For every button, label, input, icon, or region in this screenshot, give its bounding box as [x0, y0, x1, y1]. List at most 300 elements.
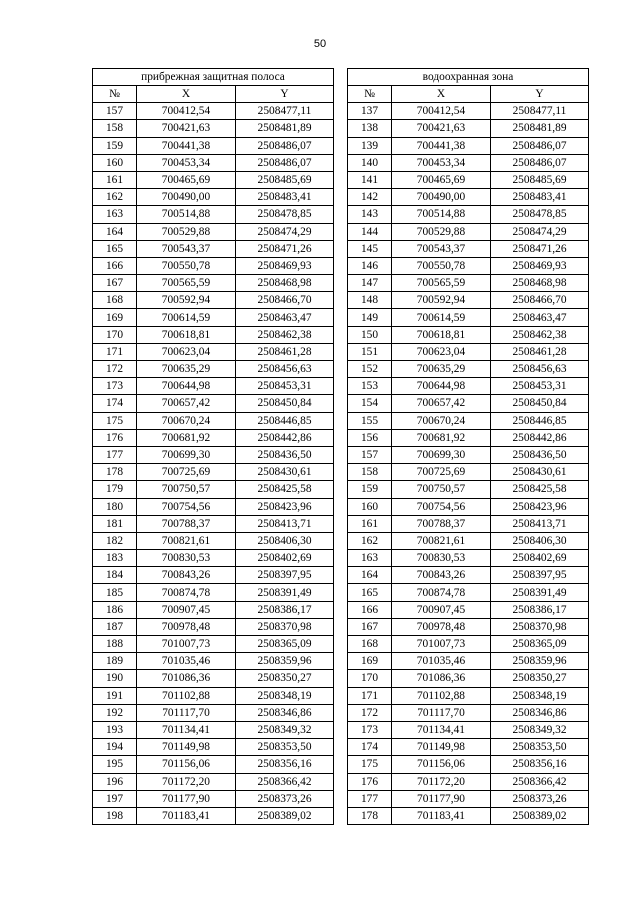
left-x-coordinate: 701134,41	[137, 721, 236, 738]
left-y-coordinate: 2508397,95	[236, 567, 334, 584]
right-point-number: 156	[348, 429, 392, 446]
right-y-coordinate: 2508430,61	[491, 464, 589, 481]
left-y-coordinate: 2508365,09	[236, 636, 334, 653]
table-row	[93, 790, 589, 807]
left-point-number: 192	[93, 704, 137, 721]
right-point-number: 170	[348, 670, 392, 687]
left-x-coordinate: 700670,24	[137, 412, 236, 429]
right-point-number: 150	[348, 326, 392, 343]
right-y-coordinate: 2508446,85	[491, 412, 589, 429]
left-x-coordinate: 700725,69	[137, 464, 236, 481]
left-x-coordinate: 700543,37	[137, 240, 236, 257]
left-point-number: 160	[93, 154, 137, 171]
left-point-number: 165	[93, 240, 137, 257]
left-y-coordinate: 2508485,69	[236, 171, 334, 188]
table-row	[93, 481, 589, 498]
left-x-coordinate: 700623,04	[137, 343, 236, 360]
table-row	[93, 395, 589, 412]
table-row	[93, 429, 589, 446]
left-y-coordinate: 2508442,86	[236, 429, 334, 446]
left-x-coordinate: 700830,53	[137, 550, 236, 567]
table-gap	[334, 240, 348, 257]
left-point-number: 189	[93, 653, 137, 670]
table-row	[93, 257, 589, 274]
left-x-coordinate: 701007,73	[137, 636, 236, 653]
left-y-coordinate: 2508349,32	[236, 721, 334, 738]
left-point-number: 180	[93, 498, 137, 515]
table-gap	[334, 601, 348, 618]
table-row	[93, 704, 589, 721]
table-row	[93, 532, 589, 549]
coordinates-table	[92, 68, 589, 825]
table-gap	[334, 773, 348, 790]
table-row	[93, 498, 589, 515]
right-x-coordinate: 700657,42	[392, 395, 491, 412]
table-gap	[334, 378, 348, 395]
left-x-coordinate: 700453,34	[137, 154, 236, 171]
right-point-number: 140	[348, 154, 392, 171]
table-gap	[334, 137, 348, 154]
right-x-coordinate: 700441,38	[392, 137, 491, 154]
right-point-number: 147	[348, 275, 392, 292]
right-point-number: 173	[348, 721, 392, 738]
table-gap	[334, 343, 348, 360]
left-point-number: 166	[93, 257, 137, 274]
table-row	[93, 103, 589, 120]
right-y-coordinate: 2508366,42	[491, 773, 589, 790]
table-row	[93, 137, 589, 154]
left-y-coordinate: 2508350,27	[236, 670, 334, 687]
table-row	[93, 120, 589, 137]
left-y-coordinate: 2508373,26	[236, 790, 334, 807]
table-gap	[334, 739, 348, 756]
right-x-coordinate: 701035,46	[392, 653, 491, 670]
right-header-x: X	[392, 86, 491, 103]
left-y-coordinate: 2508402,69	[236, 550, 334, 567]
left-x-coordinate: 701117,70	[137, 704, 236, 721]
table-gap	[334, 721, 348, 738]
right-point-number: 177	[348, 790, 392, 807]
left-x-coordinate: 700843,26	[137, 567, 236, 584]
right-point-number: 159	[348, 481, 392, 498]
left-x-coordinate: 700529,88	[137, 223, 236, 240]
left-y-coordinate: 2508370,98	[236, 618, 334, 635]
table-gap	[334, 86, 348, 103]
left-y-coordinate: 2508389,02	[236, 807, 334, 824]
left-point-number: 173	[93, 378, 137, 395]
right-x-coordinate: 701177,90	[392, 790, 491, 807]
right-y-coordinate: 2508350,27	[491, 670, 589, 687]
left-point-number: 172	[93, 361, 137, 378]
right-y-coordinate: 2508348,19	[491, 687, 589, 704]
left-y-coordinate: 2508481,89	[236, 120, 334, 137]
right-y-coordinate: 2508425,58	[491, 481, 589, 498]
right-y-coordinate: 2508462,38	[491, 326, 589, 343]
left-y-coordinate: 2508478,85	[236, 206, 334, 223]
right-x-coordinate: 700750,57	[392, 481, 491, 498]
left-x-coordinate: 700657,42	[137, 395, 236, 412]
right-x-coordinate: 701007,73	[392, 636, 491, 653]
right-point-number: 178	[348, 807, 392, 824]
left-point-number: 158	[93, 120, 137, 137]
right-point-number: 145	[348, 240, 392, 257]
table-gap	[334, 498, 348, 515]
right-y-coordinate: 2508391,49	[491, 584, 589, 601]
right-y-coordinate: 2508453,31	[491, 378, 589, 395]
left-y-coordinate: 2508391,49	[236, 584, 334, 601]
left-point-number: 178	[93, 464, 137, 481]
right-point-number: 169	[348, 653, 392, 670]
left-point-number: 193	[93, 721, 137, 738]
right-y-coordinate: 2508353,50	[491, 739, 589, 756]
table-gap	[334, 618, 348, 635]
table-gap	[334, 69, 348, 86]
table-gap	[334, 154, 348, 171]
left-x-coordinate: 700644,98	[137, 378, 236, 395]
left-y-coordinate: 2508474,29	[236, 223, 334, 240]
left-x-coordinate: 700978,48	[137, 618, 236, 635]
left-y-coordinate: 2508450,84	[236, 395, 334, 412]
table-row	[93, 343, 589, 360]
right-y-coordinate: 2508397,95	[491, 567, 589, 584]
right-x-coordinate: 700978,48	[392, 618, 491, 635]
table-row	[93, 550, 589, 567]
right-x-coordinate: 700821,61	[392, 532, 491, 549]
table-gap	[334, 446, 348, 463]
left-x-coordinate: 701177,90	[137, 790, 236, 807]
left-point-number: 197	[93, 790, 137, 807]
right-y-coordinate: 2508389,02	[491, 807, 589, 824]
left-x-coordinate: 700421,63	[137, 120, 236, 137]
table-gap	[334, 257, 348, 274]
right-x-coordinate: 700421,63	[392, 120, 491, 137]
table-row	[93, 756, 589, 773]
left-y-coordinate: 2508483,41	[236, 189, 334, 206]
right-point-number: 149	[348, 309, 392, 326]
right-point-number: 143	[348, 206, 392, 223]
coordinates-table-body	[93, 69, 589, 825]
right-x-coordinate: 700412,54	[392, 103, 491, 120]
left-y-coordinate: 2508436,50	[236, 446, 334, 463]
left-x-coordinate: 700412,54	[137, 103, 236, 120]
left-point-number: 177	[93, 446, 137, 463]
left-point-number: 168	[93, 292, 137, 309]
right-y-coordinate: 2508478,85	[491, 206, 589, 223]
right-y-coordinate: 2508413,71	[491, 515, 589, 532]
left-x-coordinate: 700565,59	[137, 275, 236, 292]
right-y-coordinate: 2508477,11	[491, 103, 589, 120]
table-row	[93, 446, 589, 463]
table-gap	[334, 326, 348, 343]
left-y-coordinate: 2508406,30	[236, 532, 334, 549]
right-point-number: 158	[348, 464, 392, 481]
left-y-coordinate: 2508453,31	[236, 378, 334, 395]
left-y-coordinate: 2508356,16	[236, 756, 334, 773]
table-row	[93, 601, 589, 618]
left-point-number: 174	[93, 395, 137, 412]
right-x-coordinate: 700529,88	[392, 223, 491, 240]
table-row	[93, 567, 589, 584]
table-row	[93, 670, 589, 687]
table-row	[93, 464, 589, 481]
right-point-number: 155	[348, 412, 392, 429]
right-y-coordinate: 2508450,84	[491, 395, 589, 412]
right-point-number: 165	[348, 584, 392, 601]
right-x-coordinate: 700635,29	[392, 361, 491, 378]
table-gap	[334, 532, 348, 549]
table-row	[93, 739, 589, 756]
left-x-coordinate: 700614,59	[137, 309, 236, 326]
left-x-coordinate: 701102,88	[137, 687, 236, 704]
left-x-coordinate: 700618,81	[137, 326, 236, 343]
left-section-title: прибрежная защитная полоса	[93, 69, 334, 86]
table-gap	[334, 103, 348, 120]
right-y-coordinate: 2508356,16	[491, 756, 589, 773]
table-gap	[334, 395, 348, 412]
left-x-coordinate: 700514,88	[137, 206, 236, 223]
table-gap	[334, 275, 348, 292]
right-x-coordinate: 700565,59	[392, 275, 491, 292]
table-gap	[334, 223, 348, 240]
left-x-coordinate: 700907,45	[137, 601, 236, 618]
left-point-number: 195	[93, 756, 137, 773]
right-x-coordinate: 700543,37	[392, 240, 491, 257]
left-x-coordinate: 701086,36	[137, 670, 236, 687]
right-y-coordinate: 2508359,96	[491, 653, 589, 670]
left-point-number: 175	[93, 412, 137, 429]
left-y-coordinate: 2508413,71	[236, 515, 334, 532]
left-x-coordinate: 700754,56	[137, 498, 236, 515]
right-header-y: Y	[491, 86, 589, 103]
left-y-coordinate: 2508366,42	[236, 773, 334, 790]
right-point-number: 139	[348, 137, 392, 154]
right-y-coordinate: 2508386,17	[491, 601, 589, 618]
left-x-coordinate: 700750,57	[137, 481, 236, 498]
left-y-coordinate: 2508486,07	[236, 137, 334, 154]
right-point-number: 171	[348, 687, 392, 704]
left-point-number: 163	[93, 206, 137, 223]
left-point-number: 194	[93, 739, 137, 756]
right-y-coordinate: 2508442,86	[491, 429, 589, 446]
left-x-coordinate: 701172,20	[137, 773, 236, 790]
right-point-number: 162	[348, 532, 392, 549]
table-gap	[334, 429, 348, 446]
table-gap	[334, 584, 348, 601]
left-y-coordinate: 2508353,50	[236, 739, 334, 756]
left-point-number: 187	[93, 618, 137, 635]
left-y-coordinate: 2508359,96	[236, 653, 334, 670]
left-point-number: 159	[93, 137, 137, 154]
right-x-coordinate: 700465,69	[392, 171, 491, 188]
left-point-number: 182	[93, 532, 137, 549]
left-point-number: 183	[93, 550, 137, 567]
left-header-x: X	[137, 86, 236, 103]
right-x-coordinate: 701134,41	[392, 721, 491, 738]
right-y-coordinate: 2508423,96	[491, 498, 589, 515]
table-gap	[334, 687, 348, 704]
right-y-coordinate: 2508468,98	[491, 275, 589, 292]
left-y-coordinate: 2508469,93	[236, 257, 334, 274]
right-x-coordinate: 701102,88	[392, 687, 491, 704]
right-y-coordinate: 2508474,29	[491, 223, 589, 240]
table-gap	[334, 670, 348, 687]
left-point-number: 167	[93, 275, 137, 292]
table-gap	[334, 292, 348, 309]
right-point-number: 166	[348, 601, 392, 618]
right-y-coordinate: 2508481,89	[491, 120, 589, 137]
right-point-number: 167	[348, 618, 392, 635]
left-point-number: 164	[93, 223, 137, 240]
right-x-coordinate: 701149,98	[392, 739, 491, 756]
table-gap	[334, 807, 348, 824]
left-point-number: 176	[93, 429, 137, 446]
right-x-coordinate: 700754,56	[392, 498, 491, 515]
table-row	[93, 189, 589, 206]
left-point-number: 196	[93, 773, 137, 790]
right-point-number: 175	[348, 756, 392, 773]
left-point-number: 186	[93, 601, 137, 618]
left-y-coordinate: 2508477,11	[236, 103, 334, 120]
table-row	[93, 378, 589, 395]
left-y-coordinate: 2508430,61	[236, 464, 334, 481]
right-x-coordinate: 701086,36	[392, 670, 491, 687]
right-x-coordinate: 701172,20	[392, 773, 491, 790]
left-y-coordinate: 2508348,19	[236, 687, 334, 704]
right-x-coordinate: 700830,53	[392, 550, 491, 567]
right-point-number: 141	[348, 171, 392, 188]
table-row	[93, 275, 589, 292]
table-row	[93, 584, 589, 601]
left-header-y: Y	[236, 86, 334, 103]
right-y-coordinate: 2508486,07	[491, 137, 589, 154]
table-row	[93, 240, 589, 257]
left-y-coordinate: 2508463,47	[236, 309, 334, 326]
right-x-coordinate: 700490,00	[392, 189, 491, 206]
right-y-coordinate: 2508485,69	[491, 171, 589, 188]
right-y-coordinate: 2508365,09	[491, 636, 589, 653]
left-x-coordinate: 701149,98	[137, 739, 236, 756]
right-y-coordinate: 2508346,86	[491, 704, 589, 721]
left-y-coordinate: 2508425,58	[236, 481, 334, 498]
right-x-coordinate: 700670,24	[392, 412, 491, 429]
table-gap	[334, 361, 348, 378]
left-y-coordinate: 2508461,28	[236, 343, 334, 360]
right-x-coordinate: 700874,78	[392, 584, 491, 601]
left-point-number: 185	[93, 584, 137, 601]
right-point-number: 153	[348, 378, 392, 395]
right-y-coordinate: 2508466,70	[491, 292, 589, 309]
left-point-number: 198	[93, 807, 137, 824]
left-x-coordinate: 700635,29	[137, 361, 236, 378]
right-x-coordinate: 700592,94	[392, 292, 491, 309]
right-point-number: 161	[348, 515, 392, 532]
left-point-number: 181	[93, 515, 137, 532]
right-point-number: 164	[348, 567, 392, 584]
right-x-coordinate: 700725,69	[392, 464, 491, 481]
right-y-coordinate: 2508406,30	[491, 532, 589, 549]
table-gap	[334, 309, 348, 326]
left-point-number: 157	[93, 103, 137, 120]
left-point-number: 161	[93, 171, 137, 188]
right-x-coordinate: 700623,04	[392, 343, 491, 360]
left-x-coordinate: 700681,92	[137, 429, 236, 446]
right-point-number: 174	[348, 739, 392, 756]
right-y-coordinate: 2508349,32	[491, 721, 589, 738]
left-point-number: 184	[93, 567, 137, 584]
left-y-coordinate: 2508486,07	[236, 154, 334, 171]
right-point-number: 160	[348, 498, 392, 515]
table-row	[93, 309, 589, 326]
left-y-coordinate: 2508386,17	[236, 601, 334, 618]
table-gap	[334, 550, 348, 567]
right-point-number: 146	[348, 257, 392, 274]
right-point-number: 157	[348, 446, 392, 463]
left-point-number: 188	[93, 636, 137, 653]
left-x-coordinate: 700699,30	[137, 446, 236, 463]
right-y-coordinate: 2508456,63	[491, 361, 589, 378]
right-x-coordinate: 700843,26	[392, 567, 491, 584]
table-row	[93, 171, 589, 188]
table-gap	[334, 412, 348, 429]
table-gap	[334, 567, 348, 584]
table-row	[93, 721, 589, 738]
right-x-coordinate: 701183,41	[392, 807, 491, 824]
left-point-number: 190	[93, 670, 137, 687]
left-y-coordinate: 2508446,85	[236, 412, 334, 429]
left-x-coordinate: 700592,94	[137, 292, 236, 309]
table-row	[93, 361, 589, 378]
right-point-number: 176	[348, 773, 392, 790]
table-row	[93, 773, 589, 790]
table-row	[93, 412, 589, 429]
column-header-row	[93, 86, 589, 103]
left-x-coordinate: 700465,69	[137, 171, 236, 188]
table-gap	[334, 464, 348, 481]
right-x-coordinate: 700907,45	[392, 601, 491, 618]
left-y-coordinate: 2508456,63	[236, 361, 334, 378]
table-gap	[334, 171, 348, 188]
left-x-coordinate: 700821,61	[137, 532, 236, 549]
right-point-number: 148	[348, 292, 392, 309]
right-point-number: 168	[348, 636, 392, 653]
table-row	[93, 206, 589, 223]
table-row	[93, 326, 589, 343]
table-gap	[334, 206, 348, 223]
right-y-coordinate: 2508373,26	[491, 790, 589, 807]
right-point-number: 154	[348, 395, 392, 412]
right-point-number: 163	[348, 550, 392, 567]
right-y-coordinate: 2508469,93	[491, 257, 589, 274]
right-point-number: 152	[348, 361, 392, 378]
right-point-number: 151	[348, 343, 392, 360]
table-gap	[334, 515, 348, 532]
right-y-coordinate: 2508436,50	[491, 446, 589, 463]
right-point-number: 144	[348, 223, 392, 240]
left-x-coordinate: 700490,00	[137, 189, 236, 206]
table-gap	[334, 481, 348, 498]
left-y-coordinate: 2508466,70	[236, 292, 334, 309]
table-gap	[334, 704, 348, 721]
left-y-coordinate: 2508346,86	[236, 704, 334, 721]
left-point-number: 179	[93, 481, 137, 498]
right-y-coordinate: 2508471,26	[491, 240, 589, 257]
left-point-number: 169	[93, 309, 137, 326]
right-y-coordinate: 2508461,28	[491, 343, 589, 360]
left-point-number: 171	[93, 343, 137, 360]
left-y-coordinate: 2508462,38	[236, 326, 334, 343]
table-gap	[334, 636, 348, 653]
table-gap	[334, 790, 348, 807]
